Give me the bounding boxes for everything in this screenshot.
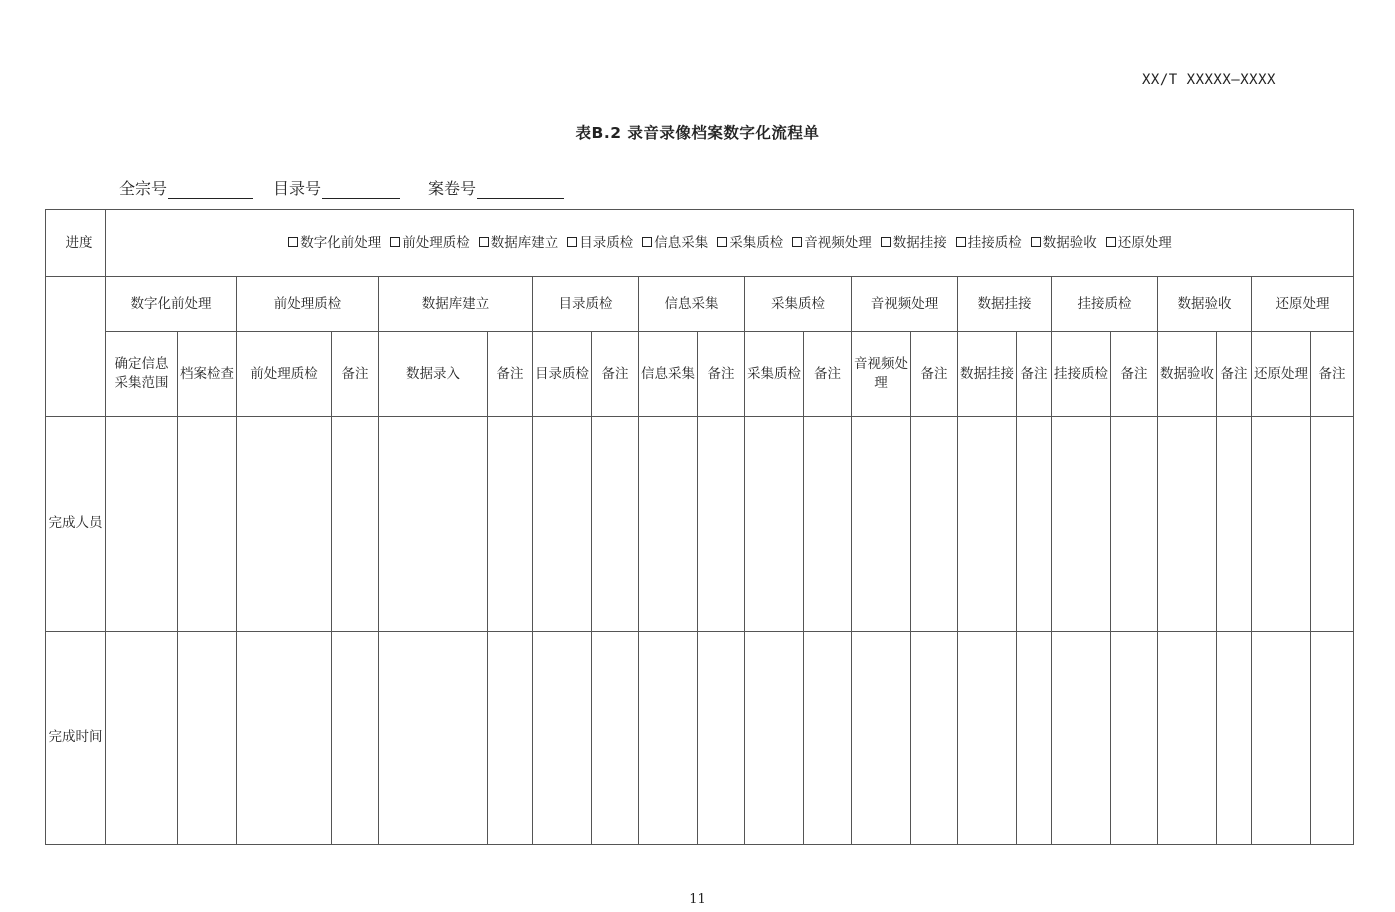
table-cell[interactable] bbox=[852, 417, 911, 631]
sub-header: 采集质检 bbox=[745, 332, 804, 417]
table-cell[interactable] bbox=[804, 631, 852, 844]
group-header: 采集质检 bbox=[745, 277, 852, 332]
table-cell[interactable] bbox=[332, 417, 379, 631]
table-cell[interactable] bbox=[178, 631, 237, 844]
group-header: 前处理质检 bbox=[237, 277, 379, 332]
progress-options bbox=[106, 210, 1354, 277]
checkbox-icon[interactable] bbox=[642, 237, 652, 247]
table-cell[interactable] bbox=[698, 417, 745, 631]
sub-header: 备注 bbox=[1017, 332, 1052, 417]
progress-option-label: 数字化前处理 bbox=[300, 234, 382, 251]
progress-row bbox=[46, 210, 1354, 277]
sub-header: 备注 bbox=[332, 332, 379, 417]
group-header: 数据库建立 bbox=[379, 277, 533, 332]
sub-header: 档案检查 bbox=[178, 332, 237, 417]
checkbox-icon[interactable] bbox=[717, 237, 727, 247]
table-row-staff bbox=[46, 417, 1354, 631]
table-cell[interactable] bbox=[958, 631, 1017, 844]
group-header: 音视频处理 bbox=[852, 277, 958, 332]
table-cell[interactable] bbox=[1311, 417, 1354, 631]
sub-header: 挂接质检 bbox=[1052, 332, 1111, 417]
table-cell[interactable] bbox=[1017, 631, 1052, 844]
sub-header: 还原处理 bbox=[1252, 332, 1311, 417]
fonds-number-blank[interactable] bbox=[168, 180, 253, 199]
progress-option[interactable] bbox=[1031, 234, 1097, 253]
group-header: 目录质检 bbox=[533, 277, 639, 332]
checkbox-icon[interactable] bbox=[479, 237, 489, 247]
table-cell[interactable] bbox=[533, 631, 592, 844]
progress-option-label: 信息采集 bbox=[654, 234, 709, 251]
file-number-blank[interactable] bbox=[477, 180, 564, 199]
table-cell[interactable] bbox=[1158, 417, 1217, 631]
table-cell[interactable] bbox=[1217, 417, 1252, 631]
table-cell[interactable] bbox=[592, 631, 639, 844]
table-cell[interactable] bbox=[852, 631, 911, 844]
sub-header: 备注 bbox=[488, 332, 533, 417]
sub-header-row bbox=[46, 332, 1354, 417]
sub-header: 数据验收 bbox=[1158, 332, 1217, 417]
table-cell[interactable] bbox=[1217, 631, 1252, 844]
header-corner bbox=[46, 277, 106, 417]
checkbox-icon[interactable] bbox=[956, 237, 966, 247]
group-header: 还原处理 bbox=[1252, 277, 1354, 332]
progress-option-label: 数据库建立 bbox=[490, 234, 559, 251]
table-cell[interactable] bbox=[1311, 631, 1354, 844]
table-cell[interactable] bbox=[106, 417, 178, 631]
group-header: 数据验收 bbox=[1158, 277, 1252, 332]
progress-option[interactable] bbox=[881, 234, 947, 253]
sub-header: 备注 bbox=[804, 332, 852, 417]
table-cell[interactable] bbox=[237, 631, 332, 844]
table-cell[interactable] bbox=[911, 631, 958, 844]
checkbox-icon[interactable] bbox=[1106, 237, 1116, 247]
fonds-number-label: 全宗号 bbox=[119, 179, 168, 198]
sub-header: 备注 bbox=[911, 332, 958, 417]
table-cell[interactable] bbox=[1052, 631, 1111, 844]
table-cell[interactable] bbox=[745, 417, 804, 631]
sub-header: 确定信息采集范围 bbox=[106, 332, 178, 417]
standard-code: XX/T XXXXX—XXXX bbox=[1142, 72, 1276, 88]
progress-option[interactable] bbox=[642, 234, 708, 253]
table-cell[interactable] bbox=[237, 417, 332, 631]
table-cell[interactable] bbox=[745, 631, 804, 844]
document-title: 表B.2 录音录像档案数字化流程单 bbox=[575, 124, 820, 142]
sub-header: 信息采集 bbox=[639, 332, 698, 417]
table-cell[interactable] bbox=[639, 631, 698, 844]
file-number-label: 案卷号 bbox=[428, 179, 477, 198]
group-header: 信息采集 bbox=[639, 277, 745, 332]
progress-option[interactable] bbox=[1106, 234, 1172, 253]
process-table bbox=[45, 209, 1354, 845]
page-number: 11 bbox=[689, 892, 706, 907]
group-header: 数字化前处理 bbox=[106, 277, 237, 332]
progress-option[interactable] bbox=[717, 234, 783, 253]
table-cell[interactable] bbox=[379, 631, 488, 844]
progress-option[interactable] bbox=[956, 234, 1022, 253]
checkbox-icon[interactable] bbox=[881, 237, 891, 247]
sub-header: 备注 bbox=[1217, 332, 1252, 417]
progress-option-label: 数据验收 bbox=[1042, 234, 1097, 251]
table-row-time bbox=[46, 631, 1354, 844]
checkbox-icon[interactable] bbox=[390, 237, 400, 247]
meta-fields bbox=[119, 176, 564, 199]
catalog-number-label: 目录号 bbox=[273, 179, 322, 198]
table-cell[interactable] bbox=[592, 417, 639, 631]
progress-option-label: 数据挂接 bbox=[892, 234, 947, 251]
progress-option-label: 前处理质检 bbox=[402, 234, 470, 251]
table-cell[interactable] bbox=[1252, 417, 1311, 631]
sub-header: 备注 bbox=[1311, 332, 1354, 417]
sub-header: 音视频处理 bbox=[852, 332, 911, 417]
sub-header: 备注 bbox=[1111, 332, 1158, 417]
sub-header: 备注 bbox=[592, 332, 639, 417]
catalog-number-field bbox=[273, 176, 400, 199]
progress-option-label: 目录质检 bbox=[579, 234, 634, 251]
table-cell[interactable] bbox=[379, 417, 488, 631]
table-cell[interactable] bbox=[488, 631, 533, 844]
group-header-row bbox=[46, 277, 1354, 332]
progress-option-label: 还原处理 bbox=[1117, 234, 1172, 251]
progress-option[interactable] bbox=[479, 234, 559, 253]
progress-option[interactable] bbox=[390, 234, 470, 253]
table-cell[interactable] bbox=[1252, 631, 1311, 844]
progress-option[interactable] bbox=[288, 234, 381, 253]
fonds-number-field bbox=[119, 176, 253, 199]
checkbox-icon[interactable] bbox=[567, 237, 577, 247]
group-header: 挂接质检 bbox=[1052, 277, 1158, 332]
table-cell[interactable] bbox=[488, 417, 533, 631]
table-cell[interactable] bbox=[1158, 631, 1217, 844]
table-cell[interactable] bbox=[1017, 417, 1052, 631]
progress-option[interactable] bbox=[792, 234, 872, 253]
checkbox-icon[interactable] bbox=[792, 237, 802, 247]
table-cell[interactable] bbox=[639, 417, 698, 631]
file-number-field bbox=[428, 176, 564, 199]
sub-header: 数据录入 bbox=[379, 332, 488, 417]
progress-option-label: 挂接质检 bbox=[967, 234, 1022, 251]
row-label-time: 完成时间 bbox=[46, 631, 106, 844]
table-cell[interactable] bbox=[958, 417, 1017, 631]
progress-option-label: 音视频处理 bbox=[804, 234, 872, 251]
sub-header: 备注 bbox=[698, 332, 745, 417]
table-cell[interactable] bbox=[178, 417, 237, 631]
table-cell[interactable] bbox=[1111, 631, 1158, 844]
table-cell[interactable] bbox=[1111, 417, 1158, 631]
table-cell[interactable] bbox=[1052, 417, 1111, 631]
table-cell[interactable] bbox=[332, 631, 379, 844]
sub-header: 前处理质检 bbox=[237, 332, 332, 417]
sub-header: 数据挂接 bbox=[958, 332, 1017, 417]
table-cell[interactable] bbox=[533, 417, 592, 631]
checkbox-icon[interactable] bbox=[288, 237, 298, 247]
table-cell[interactable] bbox=[106, 631, 178, 844]
progress-label: 进度 bbox=[46, 210, 106, 277]
table-cell[interactable] bbox=[698, 631, 745, 844]
progress-option[interactable] bbox=[567, 234, 633, 253]
row-label-staff: 完成人员 bbox=[46, 417, 106, 631]
progress-option-label: 采集质检 bbox=[729, 234, 784, 251]
table-cell[interactable] bbox=[804, 417, 852, 631]
sub-header: 目录质检 bbox=[533, 332, 592, 417]
table-cell[interactable] bbox=[911, 417, 958, 631]
group-header: 数据挂接 bbox=[958, 277, 1052, 332]
catalog-number-blank[interactable] bbox=[322, 180, 400, 199]
checkbox-icon[interactable] bbox=[1031, 237, 1041, 247]
